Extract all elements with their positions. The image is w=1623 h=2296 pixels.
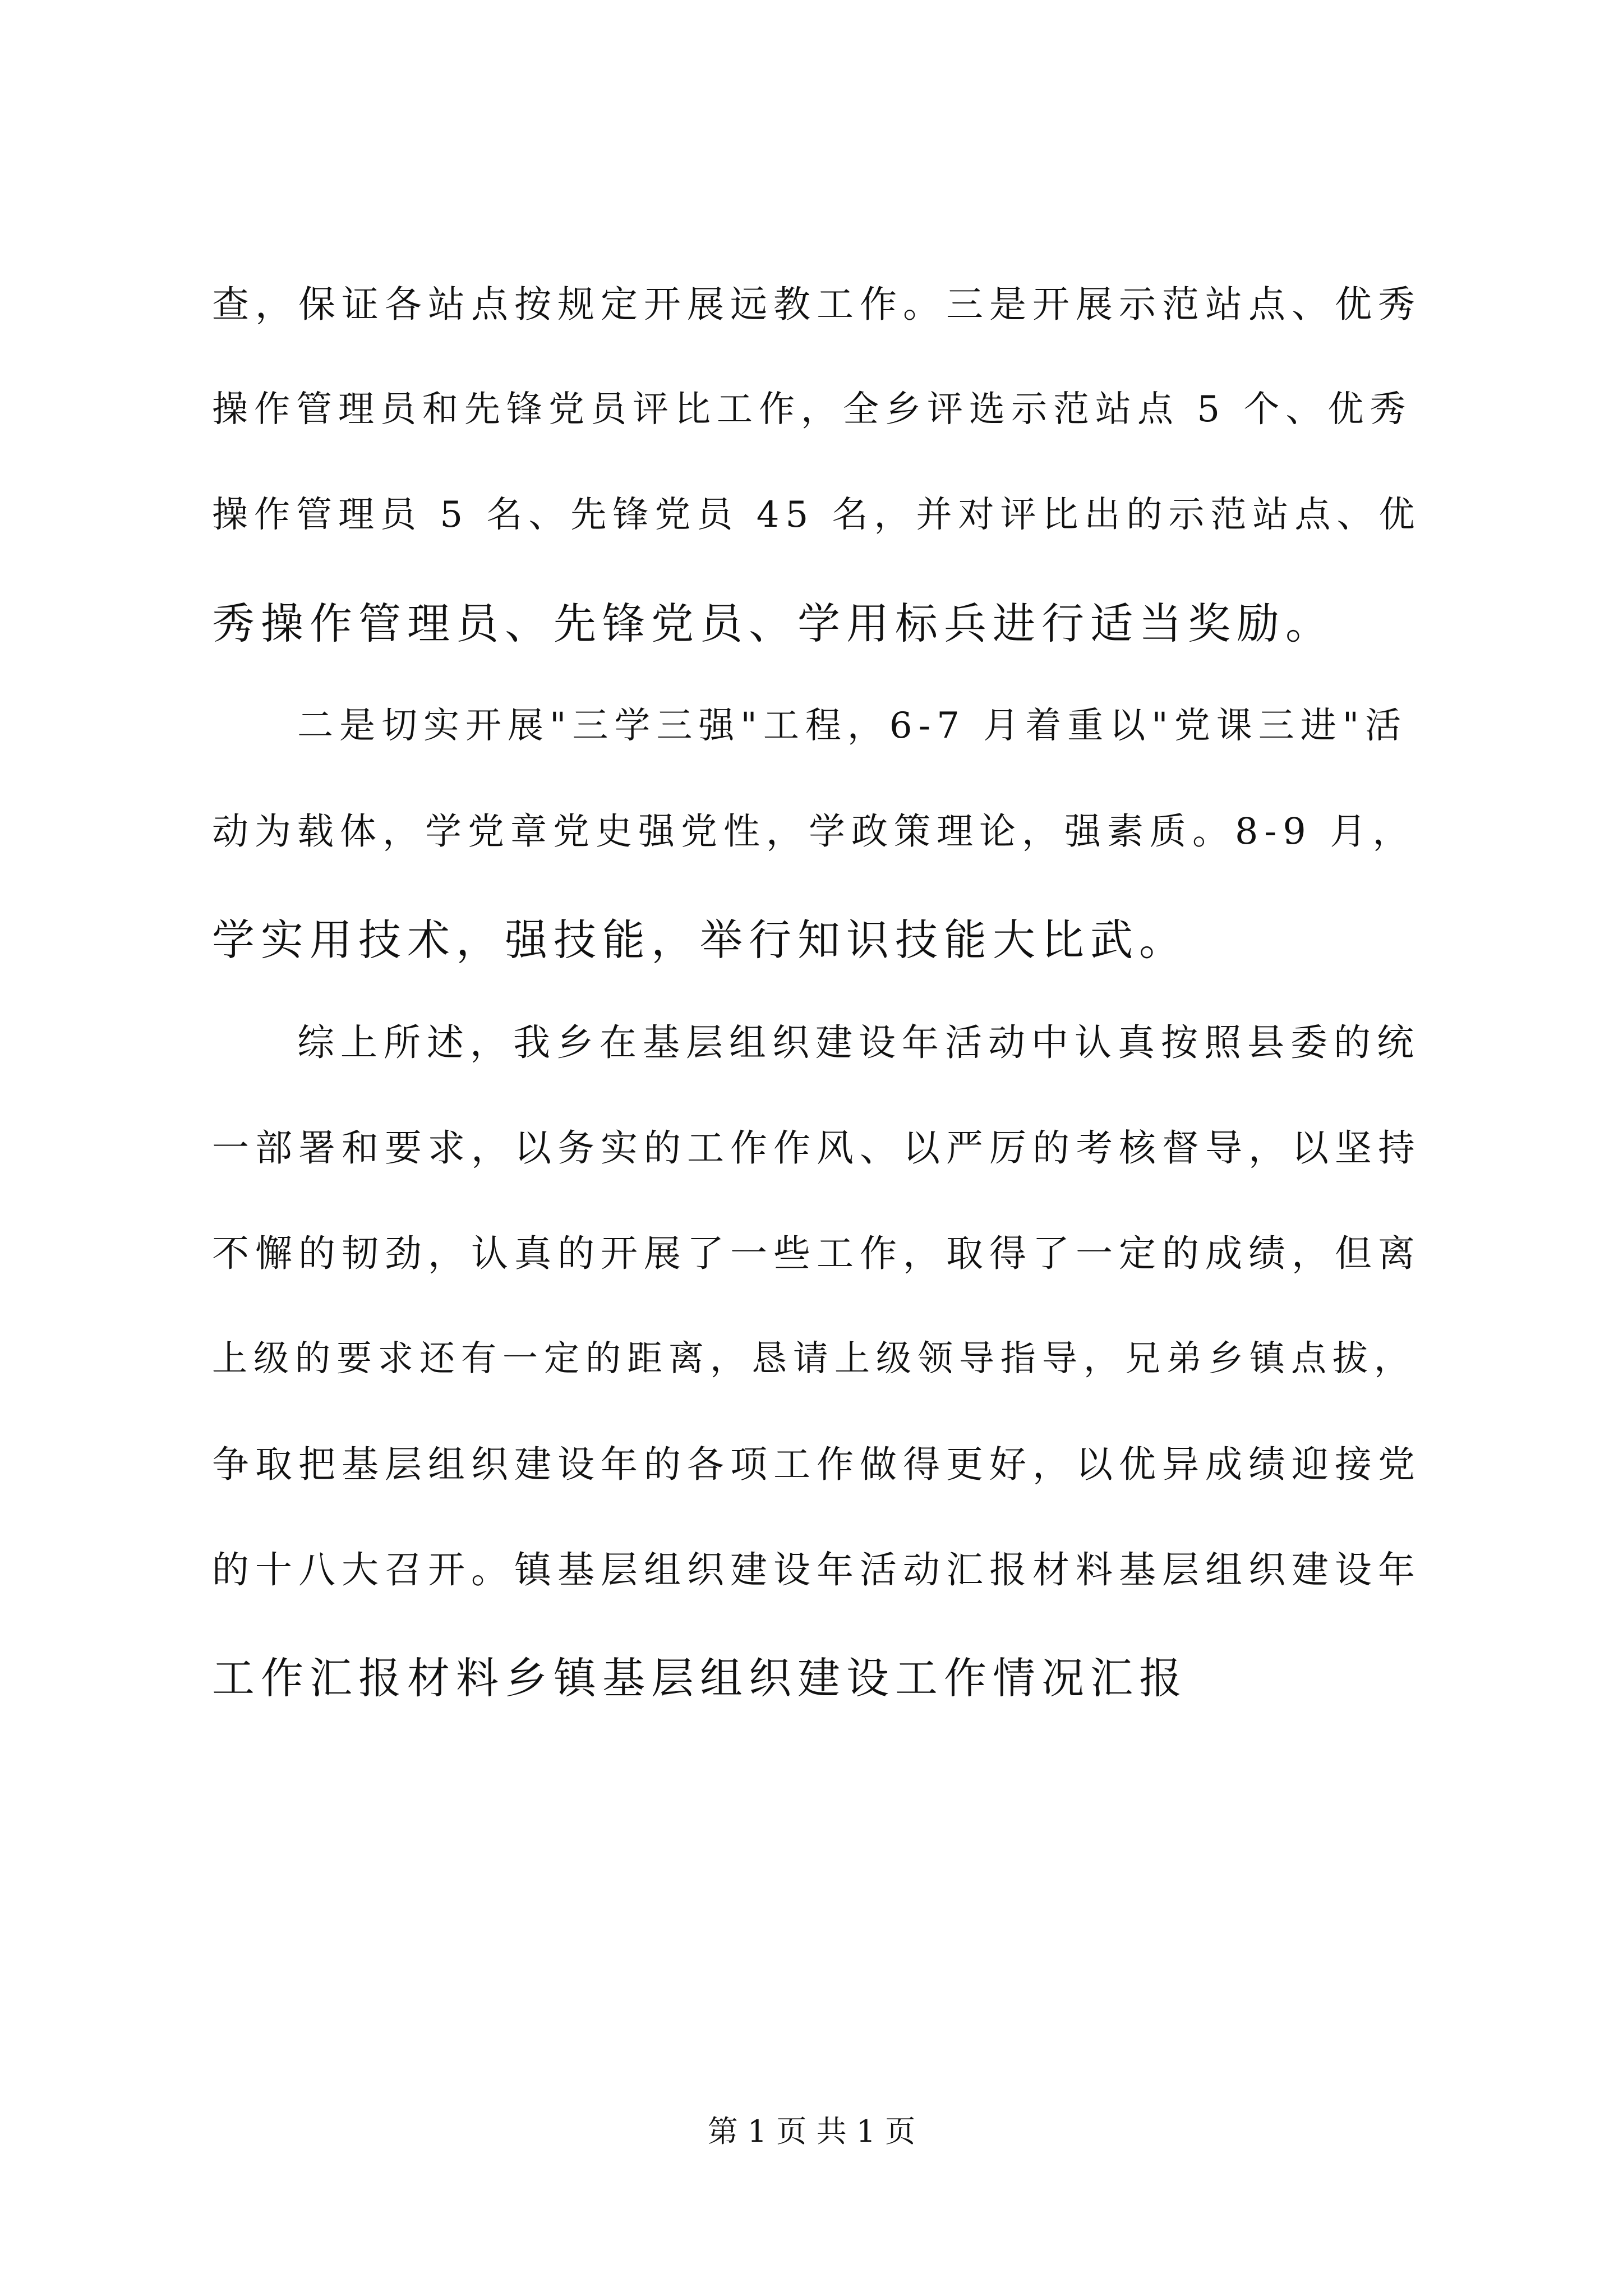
text-line: 操作管理员 5 名、先锋党员 45 名，并对评比出的示范站点、优: [212, 494, 1421, 536]
text-line: 综上所述，我乡在基层组织建设年活动中认真按照县委的统: [297, 1021, 1420, 1064]
text-line: 秀操作管理员、先锋党员、学用标兵进行适当奖励。: [212, 599, 1334, 648]
text-line: 工作汇报材料乡镇基层组织建设工作情况汇报: [212, 1653, 1188, 1703]
text-line: 动为载体，学党章党史强党性，学政策理论，强素质。8-9 月，: [212, 811, 1415, 853]
text-line: 操作管理员和先锋党员评比工作，全乡评选示范站点 5 个、优秀: [212, 389, 1412, 430]
text-line: 查，保证各站点按规定开展远教工作。三是开展示范站点、优秀: [212, 283, 1421, 326]
text-line: 上级的要求还有一定的距离，恳请上级领导指导，兄弟乡镇点拔，: [212, 1338, 1415, 1379]
text-line: 二是切实开展"三学三强"工程，6-7 月着重以"党课三进"活: [297, 705, 1408, 747]
text-line: 学实用技术，强技能，举行知识技能大比武。: [212, 915, 1188, 965]
text-line: 不懈的韧劲，认真的开展了一些工作，取得了一定的成绩，但离: [212, 1232, 1421, 1275]
page-footer: 第 1 页 共 1 页: [707, 2114, 916, 2149]
text-line: 一部署和要求，以务实的工作作风、以严厉的考核督导，以坚持: [212, 1126, 1421, 1170]
text-line: 争取把基层组织建设年的各项工作做得更好，以优异成绩迎接党: [212, 1443, 1421, 1486]
text-line: 的十八大召开。镇基层组织建设年活动汇报材料基层组织建设年: [212, 1548, 1421, 1591]
